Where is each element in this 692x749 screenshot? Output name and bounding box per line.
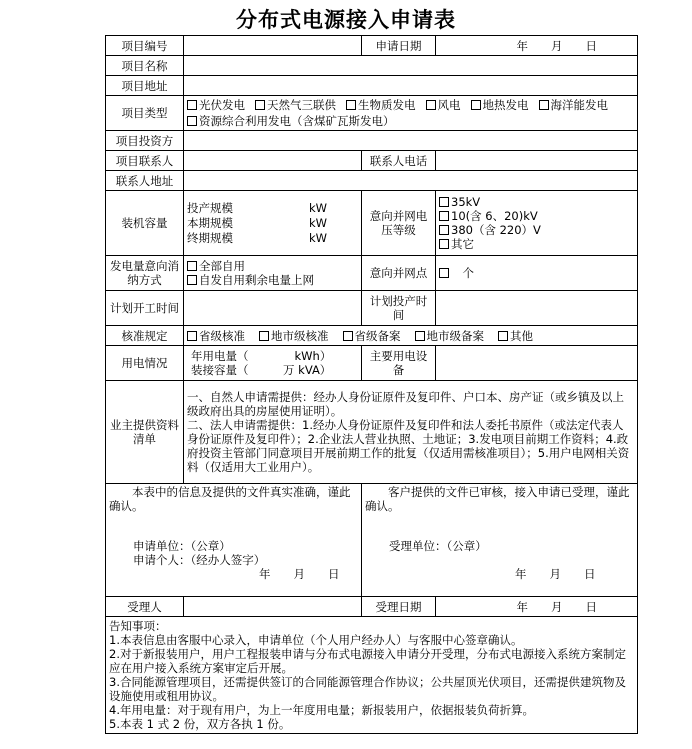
acceptor-declaration <box>362 484 638 597</box>
project-no-field[interactable] <box>184 36 362 56</box>
usage-fields <box>184 346 362 381</box>
acceptor-declaration-text: 客户提供的文件已审核，接入申请已受理，谨此确认。 <box>365 485 630 513</box>
plan-operation-label: 计划投产时间 <box>362 291 436 326</box>
project-address-label: 项目地址 <box>106 76 184 96</box>
voltage-option[interactable]: 10(含 6、20)kV <box>439 209 634 223</box>
installed-capacity-field[interactable]: 装接容量（ 万 kVA） <box>191 363 332 377</box>
handler-field[interactable] <box>184 597 362 617</box>
contact-field[interactable] <box>184 151 362 171</box>
notice-item: 2.对于新报装用户，用户工程报装申请与分布式电源接入申请分开受理，分布式电源接入系统方案制定应在用户接入系统方案审定后开展。 <box>109 647 626 675</box>
type-option[interactable]: 生物质发电 <box>346 98 416 112</box>
contact-address-field[interactable] <box>184 171 638 191</box>
checkbox-icon <box>187 100 197 110</box>
notice-item: 1.本表信息由客服中心录入，申请单位（个人用户经办人）与客服中心签章确认。 <box>109 633 523 647</box>
annual-consumption-field[interactable]: 年用电量（ kWh） <box>191 349 332 363</box>
contact-phone-label: 联系人电话 <box>362 151 436 171</box>
voltage-option[interactable]: 35kV <box>439 195 634 209</box>
accept-date-label: 受理日期 <box>362 597 436 617</box>
consumption-label: 发电量意向消纳方式 <box>106 256 184 291</box>
project-no-label: 项目编号 <box>106 36 184 56</box>
notice-heading: 告知事项： <box>109 619 167 633</box>
voltage-option[interactable]: 其它 <box>439 237 634 251</box>
notice-section <box>106 617 638 734</box>
checkbox-icon <box>471 100 481 110</box>
project-address-field[interactable] <box>184 76 638 96</box>
project-type-options <box>184 96 638 131</box>
capacity-label: 装机容量 <box>106 191 184 256</box>
usage-label: 用电情况 <box>106 346 184 381</box>
capacity-unit: kW <box>308 216 327 230</box>
grid-point-label: 意向并网点 <box>362 256 436 291</box>
capacity-fields <box>184 191 362 256</box>
applicant-declaration <box>106 484 362 597</box>
grid-point-field[interactable] <box>436 256 638 291</box>
applicant-declaration-text: 本表中的信息及提供的文件真实准确，谨此确认。 <box>109 485 351 513</box>
consumption-options <box>184 256 362 291</box>
materials-legal-person: 二、法人申请需提供：1.经办人身份证原件及复印件和法人委托书原件（或法定代表人身份证原件及复印件）；2.企业法人营业执照、土地证；3.发电项目前期工作资料；4.政府投资主管部门同意项目开展前期工作的批复（仅适用需核准项目）；5.用户电网相关资料（仅适用大工业用户）。 <box>187 418 630 474</box>
approval-label: 核准规定 <box>106 326 184 346</box>
notice-item: 5.本表 1 式 2 份，双方各执 1 份。 <box>109 717 291 731</box>
type-option[interactable]: 海洋能发电 <box>539 98 609 112</box>
apply-date-label: 申请日期 <box>362 36 436 56</box>
capacity-item-name: 本期规模 <box>187 216 233 230</box>
checkbox-icon <box>259 331 269 341</box>
grid-point-unit: 个 <box>462 266 474 280</box>
consumption-option[interactable]: 全部自用 <box>187 259 358 273</box>
checkbox-icon <box>187 331 197 341</box>
contact-label: 项目联系人 <box>106 151 184 171</box>
investor-label: 项目投资方 <box>106 131 184 151</box>
equipment-field[interactable] <box>436 346 638 381</box>
type-option[interactable]: 风电 <box>426 98 461 112</box>
checkbox-icon <box>187 116 197 126</box>
applicant-signature[interactable]: 申请个人：（经办人签字） <box>133 553 266 567</box>
materials-label: 业主提供资料清单 <box>106 381 184 484</box>
type-option[interactable]: 光伏发电 <box>187 98 245 112</box>
approval-option[interactable]: 地市级核准 <box>259 329 329 343</box>
notice-item: 4.年用电量：对于现有用户，为上一年度用电量；新报装用户，依据报装负荷折算。 <box>109 703 534 717</box>
checkbox-icon <box>539 100 549 110</box>
consumption-option[interactable]: 自发自用剩余电量上网 <box>187 273 358 287</box>
capacity-item-name: 终期规模 <box>187 231 233 245</box>
type-option[interactable]: 资源综合利用发电（含煤矿瓦斯发电） <box>187 114 395 128</box>
checkbox-icon <box>426 100 436 110</box>
notice-item: 3.合同能源管理项目，还需提供签订的合同能源管理合作协议；公共屋顶光伏项目，还需提供建筑物及设施使用或租用协议。 <box>109 675 626 703</box>
acceptor-date[interactable]: 年 月 日 <box>515 567 596 581</box>
checkbox-icon <box>439 225 449 235</box>
handler-label: 受理人 <box>106 597 184 617</box>
form-title: 分布式电源接入申请表 <box>236 8 456 32</box>
investor-field[interactable] <box>184 131 638 151</box>
capacity-unit: kW <box>308 231 327 245</box>
application-form <box>105 35 638 734</box>
applicant-date[interactable]: 年 月 日 <box>259 567 340 581</box>
checkbox-icon <box>187 275 197 285</box>
checkbox-icon <box>498 331 508 341</box>
checkbox-icon <box>255 100 265 110</box>
checkbox-icon <box>439 197 449 207</box>
approval-option[interactable]: 其他 <box>498 329 533 343</box>
plan-operation-field[interactable] <box>436 291 638 326</box>
apply-date-field[interactable]: 年 月 日 <box>436 36 638 56</box>
checkbox-icon <box>439 211 449 221</box>
accept-date-field[interactable]: 年 月 日 <box>436 597 638 617</box>
capacity-unit: kW <box>308 201 327 215</box>
checkbox-icon <box>346 100 356 110</box>
checkbox-icon <box>439 268 449 278</box>
equipment-label: 主要用电设备 <box>362 346 436 381</box>
plan-start-label: 计划开工时间 <box>106 291 184 326</box>
contact-address-label: 联系人地址 <box>106 171 184 191</box>
applicant-unit-seal[interactable]: 申请单位：（公章） <box>133 539 231 553</box>
type-option[interactable]: 地热发电 <box>471 98 529 112</box>
plan-start-field[interactable] <box>184 291 362 326</box>
voltage-option[interactable]: 380（含 220）V <box>439 223 634 237</box>
voltage-options <box>436 191 638 256</box>
acceptor-unit-seal[interactable]: 受理单位：（公章） <box>389 539 487 553</box>
checkbox-icon <box>415 331 425 341</box>
project-name-label: 项目名称 <box>106 56 184 76</box>
approval-options <box>184 326 638 346</box>
approval-option[interactable]: 省级备案 <box>343 329 401 343</box>
project-type-label: 项目类型 <box>106 96 184 131</box>
materials-natural-person: 一、自然人申请需提供：经办人身份证原件及复印件、户口本、房产证（或乡镇及以上级政府出具的房屋使用证明）。 <box>187 390 624 418</box>
type-option[interactable]: 天然气三联供 <box>255 98 336 112</box>
checkbox-icon <box>187 261 197 271</box>
approval-option[interactable]: 省级核准 <box>187 329 245 343</box>
materials-list <box>184 381 638 484</box>
voltage-label: 意向并网电压等级 <box>362 191 436 256</box>
checkbox-icon <box>343 331 353 341</box>
approval-option[interactable]: 地市级备案 <box>415 329 485 343</box>
contact-phone-field[interactable] <box>436 151 638 171</box>
checkbox-icon <box>439 239 449 249</box>
project-name-field[interactable] <box>184 56 638 76</box>
capacity-item-name: 投产规模 <box>187 201 233 215</box>
